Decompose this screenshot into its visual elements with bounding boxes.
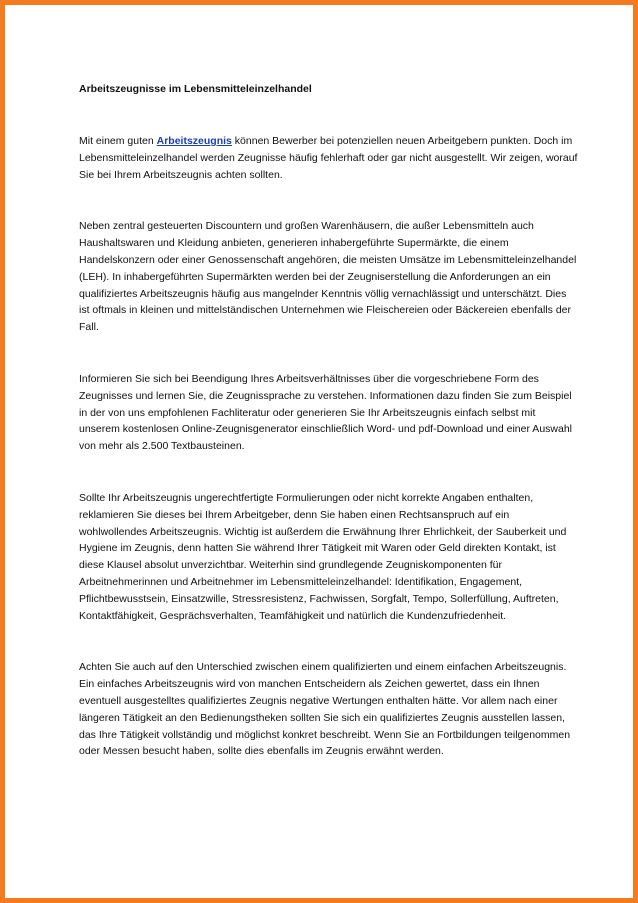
document-body (79, 81, 579, 760)
intro-paragraph (79, 133, 579, 183)
spacer (79, 624, 579, 659)
paragraph-leh-overview: Neben zentral gesteuerten Discountern und großen Warenhäusern, die außer Lebensmitteln auch Haushaltswaren und Kleidung anbieten, generieren inhabergeführte Supermärkte, die einem Handelskonzern oder einer Genossenschaft angehören, die meisten Umsätze im Lebensmitteleinzelhandel (LEH). In inhabergeführten Supermärkten werden bei der Zeugniserstellung die Anforderungen an ein qualifiziertes Arbeitszeugnis häufig aus mangelnder Kenntnis völlig vernachlässigt und unterschätzt. Dies ist oftmals in kleinen und mittelständischen Unternehmen wie Fleischereien oder Bäckereien ebenfalls der Fall. (79, 220, 577, 334)
spacer (79, 455, 579, 490)
intro-text-after-link: können Bewerber bei potenziellen neuen Arbeitgebern punkten. Doch im Lebensmitteleinzelhandel werden Zeugnisse häufig fehlerhaft oder gar nicht ausgestellt. Wir zeigen, worauf Sie bei Ihrem Arbeitszeugnis achten sollten. (79, 135, 578, 181)
spacer (79, 183, 579, 218)
paragraph-information: Informieren Sie sich bei Beendigung Ihres Arbeitsverhältnisses über die vorgeschriebene Form des Zeugnisses und lernen Sie, die Zeugnissprache zu verstehen. Informationen dazu finden Sie zum Beispiel in der von uns empfohlenen Fachliteratur oder generieren Sie Ihr Arbeitszeugnis einfach selbst mit unserem kostenlosen Online-Zeugnisgenerator einschließlich Word- und pdf-Download und einer Auswahl von mehr als 2.500 Textbausteinen. (79, 372, 572, 453)
paragraph-qualified-reference: Achten Sie auch auf den Unterschied zwischen einem qualifizierten und einem einfachen Arbeitszeugnis. Ein einfaches Arbeitszeugnis wird von manchen Entscheidern als Zeichen gewertet, dass ein Ihnen eventuell ausgestelltes qualifiziertes Zeugnis negative Wertungen enthalten hätte. Vor allem nach einer längeren Tätigkeit an den Bedienungstheken sollten Sie sich ein qualifiziertes Zeugnis ausstellen lassen, das Ihre Tätigkeit vollständig und möglichst konkret beschreibt. Wenn Sie an Fortbildungen teilgenommen oder Messen besucht haben, sollte dies ebenfalls im Zeugnis erwähnt werden. (79, 661, 571, 758)
intro-text-before-link: Mit einem guten (79, 135, 157, 147)
spacer (79, 98, 579, 133)
paragraph-complaints: Sollte Ihr Arbeitszeugnis ungerechtfertigte Formulierungen oder nicht korrekte Angaben enthalten, reklamieren Sie dieses bei Ihrem Arbeitgeber, denn Sie haben einen Rechtsanspruch auf ein wohlwollendes Arbeitszeugnis. Wichtig ist außerdem die Erwähnung Ihrer Ehrlichkeit, der Sauberkeit und Hygiene im Zeugnis, denn hatten Sie während Ihrer Tätigkeit mit Waren oder Geld direkten Kontakt, ist diese Klausel absolut unverzichtbar. Weiterhin sind grundlegende Zeugniskomponenten für Arbeitnehmerinnen und Arbeitnehmer im Lebensmitteleinzelhandel: Identifikation, Engagement, Pflichtbewusstsein, Einsatzwille, Stressresistenz, Fachwissen, Sorgfalt, Tempo, Sollerfüllung, Auftreten, Kontaktfähigkeit, Gesprächsverhalten, Teamfähigkeit und natürlich die Kundenzufriedenheit. (79, 491, 567, 622)
arbeitszeugnis-link[interactable]: Arbeitszeugnis (156, 135, 232, 147)
spacer (79, 336, 579, 371)
document-title: Arbeitszeugnisse im Lebensmitteleinzelhandel (79, 83, 312, 95)
